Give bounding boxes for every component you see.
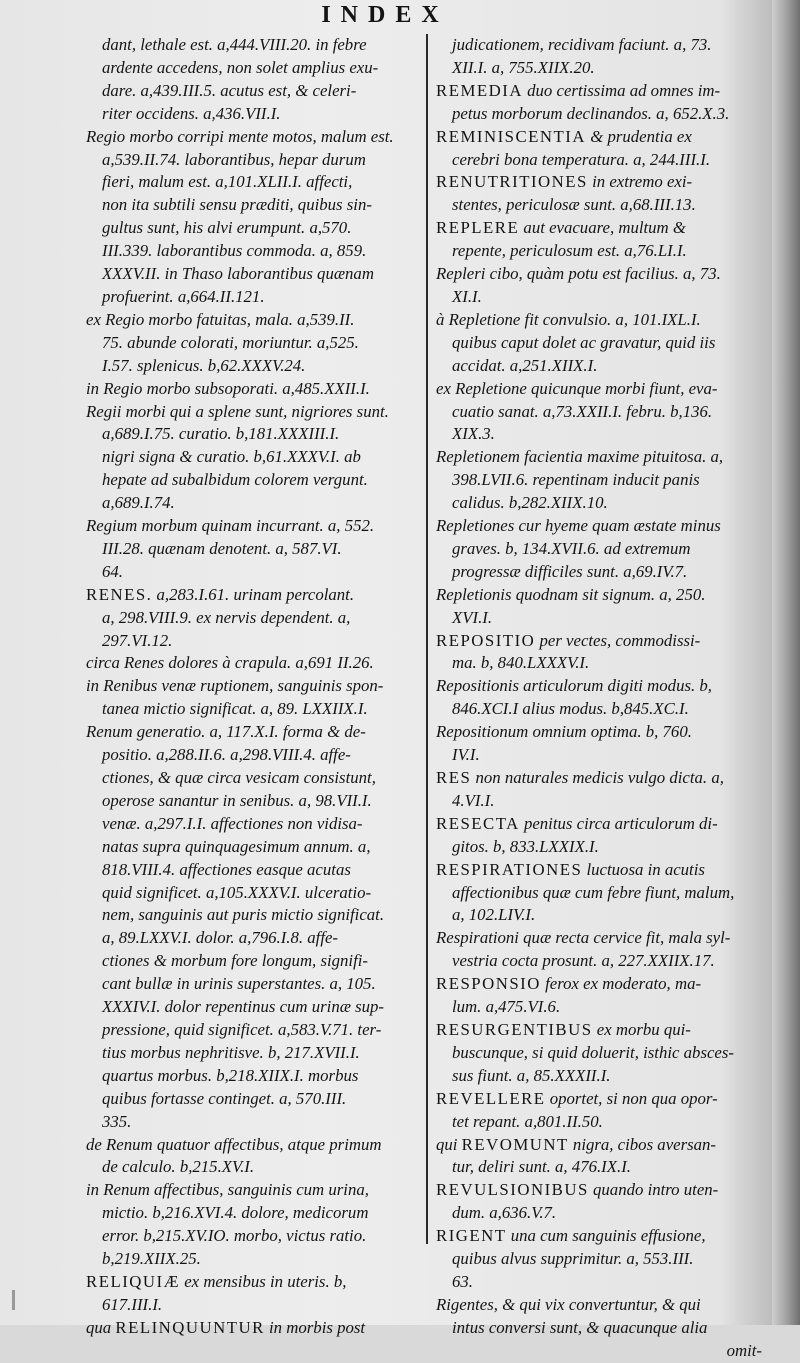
headword: REVULSIONIBUS [436, 1180, 589, 1200]
index-line: ardente accedens, non solet amplius exu- [102, 57, 379, 77]
headword: REVOMUNT [461, 1134, 569, 1154]
index-line: a, 89.LXXV.I. dolor. a,796.I.8. affe- [102, 928, 339, 948]
index-line: XXXIV.I. dolor repentinus cum urinæ sup- [102, 997, 384, 1017]
index-line: REMINISCENTIA & prudentia ex [436, 126, 692, 146]
index-line: RESPONSIO ferox ex moderato, ma- [436, 974, 702, 994]
page-edge-mark [12, 1290, 15, 1310]
index-line: error. b,215.XV.IO. morbo, victus ratio. [102, 1226, 367, 1246]
index-line: b,219.XIIX.25. [102, 1249, 201, 1269]
index-line: XI.I. [452, 286, 482, 306]
headword: RES [436, 768, 472, 787]
index-line: mictio. b,216.XVI.4. dolore, medicorum [102, 1203, 369, 1223]
index-line: tius morbus nephritisve. b, 217.XVII.I. [102, 1042, 360, 1062]
index-line: intus conversi sunt, & quacunque alia [452, 1317, 708, 1337]
index-line: a,689.I.75. curatio. b,181.XXXIII.I. [102, 424, 340, 444]
headword: RESPONSIO [436, 974, 541, 994]
index-line: repente, periculosum est. a,76.LI.I. [452, 241, 687, 261]
index-line: 617.III.I. [102, 1294, 163, 1314]
index-line: buscunque, si quid doluerit, isthic absces- [452, 1042, 734, 1062]
index-line: 75. abunde colorati, moriuntur. a,525. [102, 332, 359, 352]
index-line: fieri, malum est. a,101.XLII.I. affecti, [102, 172, 353, 192]
index-line: stentes, periculosæ sunt. a,68.III.13. [452, 195, 696, 215]
index-line: ma. b, 840.LXXXV.I. [452, 653, 590, 673]
index-line: III.339. laborantibus commoda. a, 859. [102, 241, 367, 261]
index-line: Regium morbum quinam incurrant. a, 552. [86, 516, 375, 536]
index-line: affectionibus quæ cum febre fiunt, malum, [452, 882, 735, 902]
index-line: de calculo. b,215.XV.I. [102, 1157, 255, 1177]
index-line: dum. a,636.V.7. [452, 1203, 557, 1223]
headword: RELIQUIÆ [86, 1271, 181, 1291]
column-divider [426, 34, 428, 1244]
index-line: REVULSIONIBUS quando intro uten- [436, 1180, 719, 1200]
index-line: RESECTA penitus circa articulorum di- [436, 813, 718, 833]
index-line: 63. [452, 1271, 473, 1291]
index-line: de Renum quatuor affectibus, atque primum [86, 1134, 382, 1154]
index-line: 64. [102, 561, 123, 581]
index-line: dant, lethale est. a,444.VIII.20. in febre [102, 35, 367, 54]
index-line: quibus alvus supprimitur. a, 553.III. [452, 1249, 694, 1269]
index-line: RESPIRATIONES luctuosa in acutis [436, 859, 705, 879]
index-line: tur, deliri sunt. a, 476.IX.I. [452, 1157, 631, 1177]
index-line: quid significet. a,105.XXXV.I. ulceratio- [102, 882, 372, 902]
headword: RENES. [86, 584, 153, 604]
index-line: operose sanantur in senibus. a, 98.VII.I. [102, 790, 372, 810]
index-line: REMEDIA duo certissima ad omnes im- [436, 80, 721, 100]
index-line: Respirationi quæ recta cervice fit, mala syl- [436, 928, 731, 948]
index-line: a,689.I.74. [102, 493, 175, 513]
page-gutter-shadow [772, 0, 800, 1325]
headword: REVELLERE [436, 1088, 546, 1108]
index-line: in Renum affectibus, sanguinis cum urina, [86, 1180, 369, 1200]
index-line: graves. b, 134.XVII.6. ad extremum [452, 538, 691, 558]
headword: RELINQUUNTUR [115, 1317, 265, 1337]
index-line: hepate ad subalbidum colorem vergunt. [102, 470, 368, 490]
index-line: Regii morbi qui a splene sunt, nigriores sunt. [86, 401, 389, 421]
index-line: calidus. b,282.XIIX.10. [452, 493, 608, 513]
index-line: in Renibus venæ ruptionem, sanguinis spon- [86, 676, 384, 696]
headword: REPLERE [436, 218, 520, 238]
headword: REMINISCENTIA [436, 126, 587, 146]
index-line: judicationem, recidivam faciunt. a, 73. [452, 35, 712, 54]
index-line: REPOSITIO per vectes, commodissi- [436, 630, 701, 650]
index-line: quibus caput dolet ac gravatur, quid iis [452, 332, 716, 352]
headword: RIGENT [436, 1226, 507, 1246]
index-line: Repletionem facientia maxime pituitosa. a, [436, 447, 724, 467]
index-line: dare. a,439.III.5. acutus est, & celeri- [102, 80, 357, 100]
index-line: Repositionum omnium optima. b, 760. [436, 722, 692, 742]
headword: RESPIRATIONES [436, 859, 583, 879]
index-line: XXXV.II. in Thaso laborantibus quænam [102, 264, 374, 284]
index-line: IV.I. [452, 745, 480, 765]
index-line: Repletionis quodnam sit signum. a, 250. [436, 584, 706, 604]
index-line: III.28. quænam denotent. a, 587.VI. [102, 538, 342, 558]
index-line: accidat. a,251.XIIX.I. [452, 355, 598, 375]
index-line: tanea mictio significat. a, 89. LXXIIX.I. [102, 699, 368, 719]
headword: RESECTA [436, 813, 520, 833]
index-line: a, 102.LIV.I. [452, 905, 536, 925]
index-line: nigri signa & curatio. b,61.XXXV.I. ab [102, 447, 361, 467]
index-line: quartus morbus. b,218.XIIX.I. morbus [102, 1065, 359, 1085]
page-header: INDEX [321, 2, 449, 28]
index-line: RESURGENTIBUS ex morbu qui- [436, 1019, 691, 1039]
index-line: sus fiunt. a, 85.XXXII.I. [452, 1065, 611, 1085]
index-line: RES non naturales medicis vulgo dicta. a, [436, 768, 724, 787]
index-line: a, 298.VIII.9. ex nervis dependent. a, [102, 607, 351, 627]
index-line: 4.VI.I. [452, 790, 495, 810]
index-line: Repositionis articulorum digiti modus. b, [436, 676, 712, 696]
index-line: venæ. a,297.I.I. affectiones non vidisa- [102, 813, 363, 833]
index-line: circa Renes dolores à crapula. a,691 II.26. [86, 653, 374, 673]
index-line: XII.I. a, 755.XIIX.20. [452, 57, 595, 77]
index-line: RENES. a,283.I.61. urinam percolant. [86, 584, 355, 604]
index-line: RELIQUIÆ ex mensibus in uteris. b, [86, 1271, 347, 1291]
index-line: 398.LVII.6. repentinam inducit panis [452, 470, 700, 490]
index-line: 818.VIII.4. affectiones easque acutas [102, 859, 351, 879]
index-line: nem, sanguinis aut puris mictio significat. [102, 905, 385, 925]
index-line: Regio morbo corripi mente motos, malum est. [86, 126, 394, 146]
index-line: ex Repletione quicunque morbi fiunt, eva- [436, 378, 718, 398]
index-line: positio. a,288.II.6. a,298.VIII.4. affe- [102, 745, 351, 765]
index-line: Repletiones cur hyeme quam æstate minus [436, 516, 721, 536]
index-line: pressione, quid significet. a,583.V.71. ter- [102, 1019, 382, 1039]
headword: REMEDIA [436, 80, 523, 100]
index-line: ex Regio morbo fatuitas, mala. a,539.II. [86, 309, 355, 329]
index-line: à Repletione fit convulsio. a, 101.IXL.I. [436, 309, 701, 329]
index-line: lum. a,475.VI.6. [452, 997, 561, 1017]
index-line: Repleri cibo, quàm potu est facilius. a, 73. [436, 264, 721, 284]
index-line: REVELLERE oportet, si non qua opor- [436, 1088, 718, 1108]
right-column [436, 34, 762, 1363]
index-line: ctiones & morbum fore longum, signifi- [102, 951, 369, 971]
index-line: riter occidens. a,436.VII.I. [102, 103, 281, 123]
index-line: non ita subtili sensu præditi, quibus sin- [102, 195, 372, 215]
index-line: natas supra quinquagesimum annum. a, [102, 836, 371, 856]
index-line: 297.VI.12. [102, 630, 173, 650]
index-line: tet repant. a,801.II.50. [452, 1111, 603, 1131]
index-line: cant bullæ in urinis superstantes. a, 105. [102, 974, 376, 994]
index-line: qua RELINQUUNTUR in morbis post [86, 1317, 366, 1337]
index-line: petus morborum declinandos. a, 652.X.3. [452, 103, 730, 123]
headword: REPOSITIO [436, 630, 536, 650]
index-line: a,539.II.74. laborantibus, hepar durum [102, 149, 366, 169]
index-line: REPLERE aut evacuare, multum & [436, 218, 686, 238]
index-line: gitos. b, 833.LXXIX.I. [452, 836, 599, 856]
index-line: cuatio sanat. a,73.XXII.I. febru. b,136. [452, 401, 713, 421]
index-line: cerebri bona temperatura. a, 244.III.I. [452, 149, 711, 169]
index-line: Renum generatio. a, 117.X.I. forma & de- [86, 722, 366, 742]
index-line: XIX.3. [452, 424, 495, 444]
headword: RENUTRITIONES [436, 172, 588, 192]
index-line: omit- [726, 1340, 762, 1360]
left-column [86, 34, 418, 1340]
index-line: gultus sunt, his alvi erumpunt. a,570. [102, 218, 352, 238]
index-line: I.57. splenicus. b,62.XXXV.24. [102, 355, 306, 375]
index-line: progressæ difficiles sunt. a,69.IV.7. [452, 561, 688, 581]
index-line: qui REVOMUNT nigra, cibos aversan- [436, 1134, 717, 1154]
index-line: 335. [102, 1111, 132, 1131]
headword: RESURGENTIBUS [436, 1019, 593, 1039]
index-line: profuerint. a,664.II.121. [102, 286, 265, 306]
index-line: RENUTRITIONES in extremo exi- [436, 172, 693, 192]
index-line: RIGENT una cum sanguinis effusione, [436, 1226, 706, 1246]
index-line: vestria cocta prosunt. a, 227.XXIIX.17. [452, 951, 715, 971]
index-line: XVI.I. [452, 607, 493, 627]
index-line: 846.XCI.I alius modus. b,845.XC.I. [452, 699, 689, 719]
index-line: quibus fortasse continget. a, 570.III. [102, 1088, 347, 1108]
index-line: in Regio morbo subsoporati. a,485.XXII.I. [86, 378, 370, 398]
index-line: Rigentes, & qui vix convertuntur, & qui [436, 1294, 701, 1314]
index-line: ctiones, & quæ circa vesicam consistunt, [102, 768, 376, 787]
